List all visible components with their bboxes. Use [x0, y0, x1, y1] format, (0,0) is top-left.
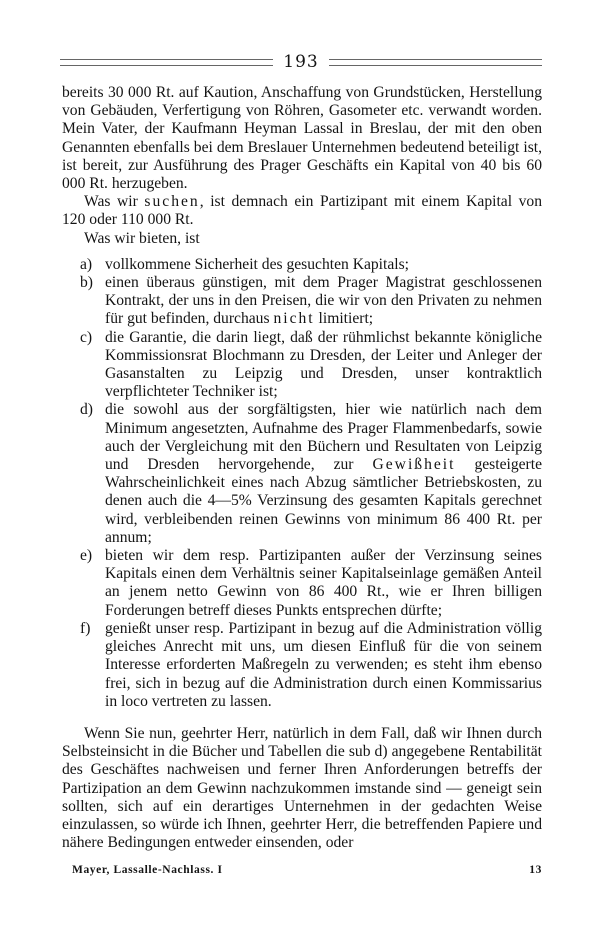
signature-mark: Mayer, Lassalle-Nachlass. I: [72, 864, 223, 876]
paragraph-2-start: Was wir: [84, 193, 145, 211]
emphasis-nicht: nicht: [273, 310, 315, 328]
list-marker: b): [80, 274, 93, 292]
list-item-text-end: limitiert;: [314, 310, 374, 328]
page-footer: [72, 864, 542, 876]
paragraph-2-end: , ist demnach ein Partizipant mit einem Kapital von 120 oder 110 000 Rt.: [62, 193, 543, 229]
list-item-text-start: einen überaus günstigen, mit dem Prager Magistrat geschlossenen Kontrakt, der uns in den Preisen, die wir von den Privaten zu nehmen für gut befinden, durchaus: [105, 274, 542, 328]
list-item-text: genießt unser resp. Partizipant in bezug auf die Administration völlig gleiches Anrecht mit uns, um diesen Einfluß für die von seinem Interesse erforderten Maßregeln zu verwenden; es steht ihm ebenso frei, sich in bezug auf die Administration durch einen Kommissarius in loco vertreten zu lassen.: [105, 619, 542, 710]
offer-list: [62, 256, 542, 711]
paragraph-1: bereits 30 000 Rt. auf Kaution, Anschaffung von Grundstücken, Herstellung von Gebäuden, Verfertigung von Röhren, Gasometer etc. verwandt worden. Mein Vater, der Kaufmann Heyman Lassal in Breslau, der mit den oben Genannten ebenfalls bei dem Breslauer Unternehmen bedeutend beteiligt ist, ist bereit, zur Ausführung des Prager Geschäfts ein Kapital von 40 bis 60 000 Rt. herzugeben.: [62, 84, 542, 193]
paragraph-4: Wenn Sie nun, geehrter Herr, natürlich in dem Fall, daß wir Ihnen durch Selbsteinsicht in die Bücher und Tabellen die sub d) angegebene Rentabilität des Geschäftes nachweisen und ferner Ihren Anforderungen betreffs der Partizipation an dem Gewinn nachzukommen imstande sind — geneigt sein sollten, sich auf ein derartiges Unternehmen in der gedachten Weise einzulassen, so würde ich Ihnen, geehrter Herr, die betreffenden Papiere und nähere Bedingungen entweder einsenden, oder: [62, 724, 542, 852]
list-item-text: die Garantie, die darin liegt, daß der rühmlichst bekannte königliche Kommissionsrat Blochmann zu Dresden, der Leiter und Anleger der Gasanstalten zu Leipzig und Dresden, unser kontraktlich verpflichteter Techniker ist;: [105, 328, 542, 401]
list-item-f: [62, 620, 542, 711]
list-item-d: [62, 401, 542, 547]
list-item-text: bieten wir dem resp. Partizipanten außer der Verzinsung seines Kapitals einen dem Verhältnis seiner Kapitalseinlage gemäßen Anteil an jenem netto Gewinn von 86 400 Rt., wie er Ihren billigen Forderungen betreff dieses Punkts entsprechen dürfte;: [105, 547, 542, 619]
list-item-e: [62, 547, 542, 620]
list-item-b: [62, 274, 542, 329]
body-text: [62, 84, 542, 852]
page-number: 193: [283, 52, 319, 72]
list-item-text: [105, 274, 542, 329]
list-item-a: [62, 256, 542, 274]
list-marker: d): [80, 401, 93, 419]
list-item-c: [62, 329, 542, 402]
list-item-text-start: die sowohl aus der sorgfältigsten, hier wie natürlich nach dem Minimum angesetzten, Aufnahme des Prager Flammenbedarfs, sowie auch der Vergleichung mit den Büchern und Resultaten von Leipzig und Dresden hervorgehende, zur: [105, 401, 542, 474]
paragraph-2: [62, 193, 542, 229]
sheet-number: 13: [529, 864, 542, 876]
emphasis-gewissheit: Gewißheit: [372, 456, 456, 474]
emphasis-suchen: suchen: [144, 193, 200, 211]
paragraph-3: Was wir bieten, ist: [84, 229, 200, 247]
page-header: [60, 50, 542, 74]
list-marker: c): [80, 328, 93, 346]
header-rule-left: [60, 59, 273, 66]
list-marker: e): [80, 547, 93, 565]
list-marker: f): [80, 619, 91, 637]
list-item-text: [105, 401, 542, 547]
list-item-text: vollkommene Sicherheit des gesuchten Kapitals;: [105, 255, 410, 273]
header-rule-right: [329, 59, 542, 66]
list-marker: a): [80, 255, 93, 273]
list-item-text-end: gesteigerte Wahrscheinlichkeit eines nach Abzug sämtlicher Betriebskosten, zu denen auch die 4—5% Verzinsung des gesamten Kapitals gerechnet wird, verbleibenden reinen Gewinns von minimum 86 400 Rt. per annum;: [105, 456, 542, 546]
